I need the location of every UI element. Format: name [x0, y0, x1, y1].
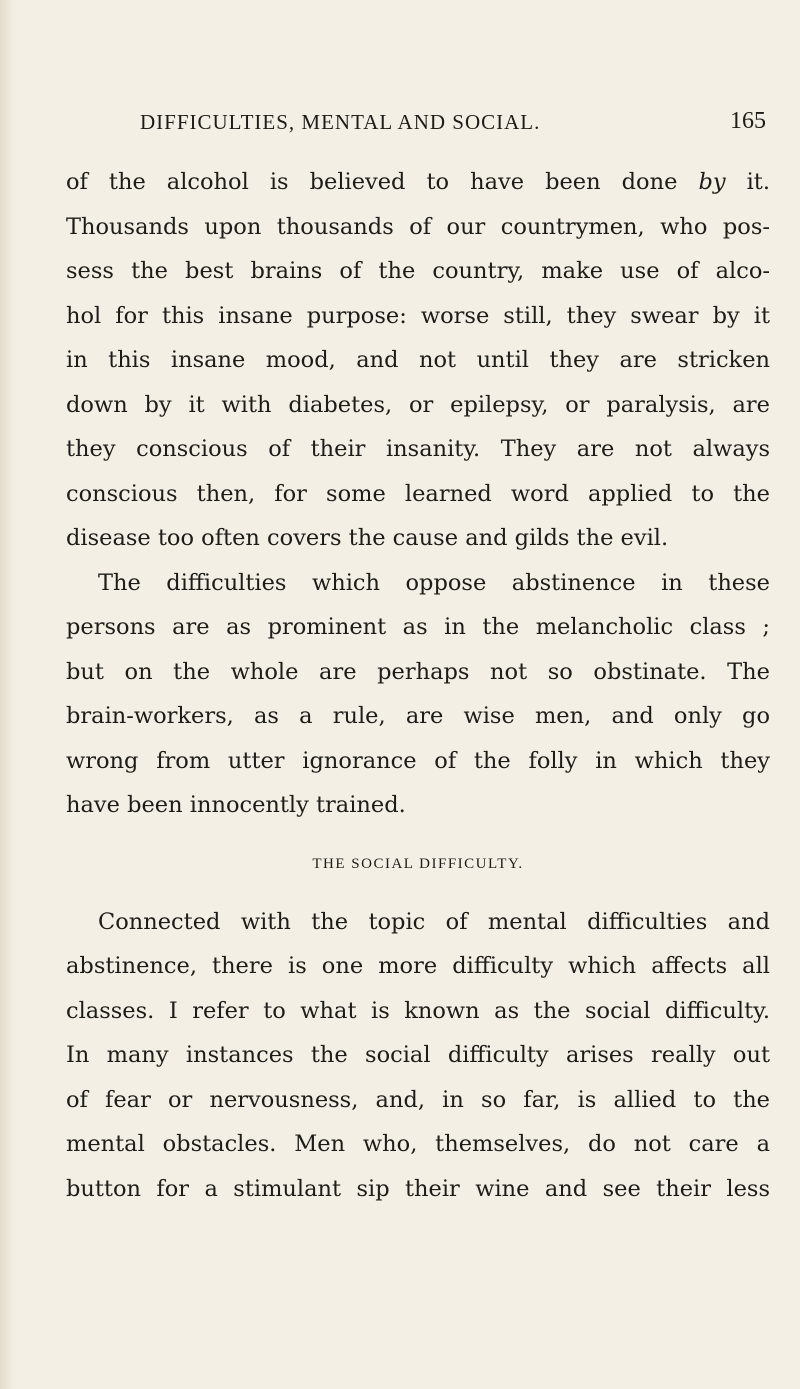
page-body: [66, 160, 770, 1211]
paragraph-2: [66, 561, 770, 828]
text-line: but on the whole are perhaps not so obstinate. The: [66, 658, 770, 685]
text-line: sess the best brains of the country, make use of alco-: [66, 258, 770, 284]
text-line: have been innocently trained.: [66, 792, 406, 818]
text-line: persons are as prominent as in the melancholic class ;: [66, 614, 770, 640]
text-line: In many instances the social difficulty arises really out: [66, 1042, 770, 1068]
section-heading: THE SOCIAL DIFFICULTY.: [312, 855, 524, 872]
text-line: wrong from utter ignorance of the folly in which they: [66, 747, 770, 774]
text-line: they conscious of their insanity. They are not always: [66, 436, 770, 462]
text-line: Connected with the topic of mental difficulties and: [98, 908, 770, 935]
emphasis: by: [698, 169, 726, 195]
paragraph-1: [66, 160, 770, 561]
text-line: button for a stimulant sip their wine and see their less: [66, 1175, 770, 1202]
text-line: hol for this insane purpose: worse still, they swear by it: [66, 302, 770, 329]
page-header: [140, 102, 766, 142]
page-number: 165: [730, 108, 766, 134]
text-line: brain-workers, as a rule, are wise men, and only go: [66, 703, 770, 729]
text-line: Thousands upon thousands of our countrymen, who pos-: [66, 213, 770, 240]
text-line: disease too often covers the cause and gilds the evil.: [66, 525, 669, 551]
text-line: down by it with diabetes, or epilepsy, or paralysis, are: [66, 391, 770, 418]
heading-gap: [66, 886, 770, 900]
text-line: mental obstacles. Men who, themselves, do not care a: [66, 1131, 770, 1157]
text-line: of the alcohol is believed to have been done by it.: [66, 169, 771, 195]
page-edge: [0, 0, 14, 1389]
text-line: conscious then, for some learned word applied to the: [66, 480, 770, 507]
text-line: The difficulties which oppose abstinence in these: [98, 569, 770, 596]
running-head: DIFFICULTIES, MENTAL AND SOCIAL.: [140, 110, 541, 134]
paragraph-3: [66, 900, 770, 1212]
text-line: of fear or nervousness, and, in so far, is allied to the: [66, 1086, 770, 1113]
text-line: in this insane mood, and not until they are stricken: [66, 347, 770, 373]
text-line: abstinence, there is one more difficulty which affects all: [66, 953, 770, 979]
text-line: classes. I refer to what is known as the social difficulty.: [66, 997, 770, 1024]
